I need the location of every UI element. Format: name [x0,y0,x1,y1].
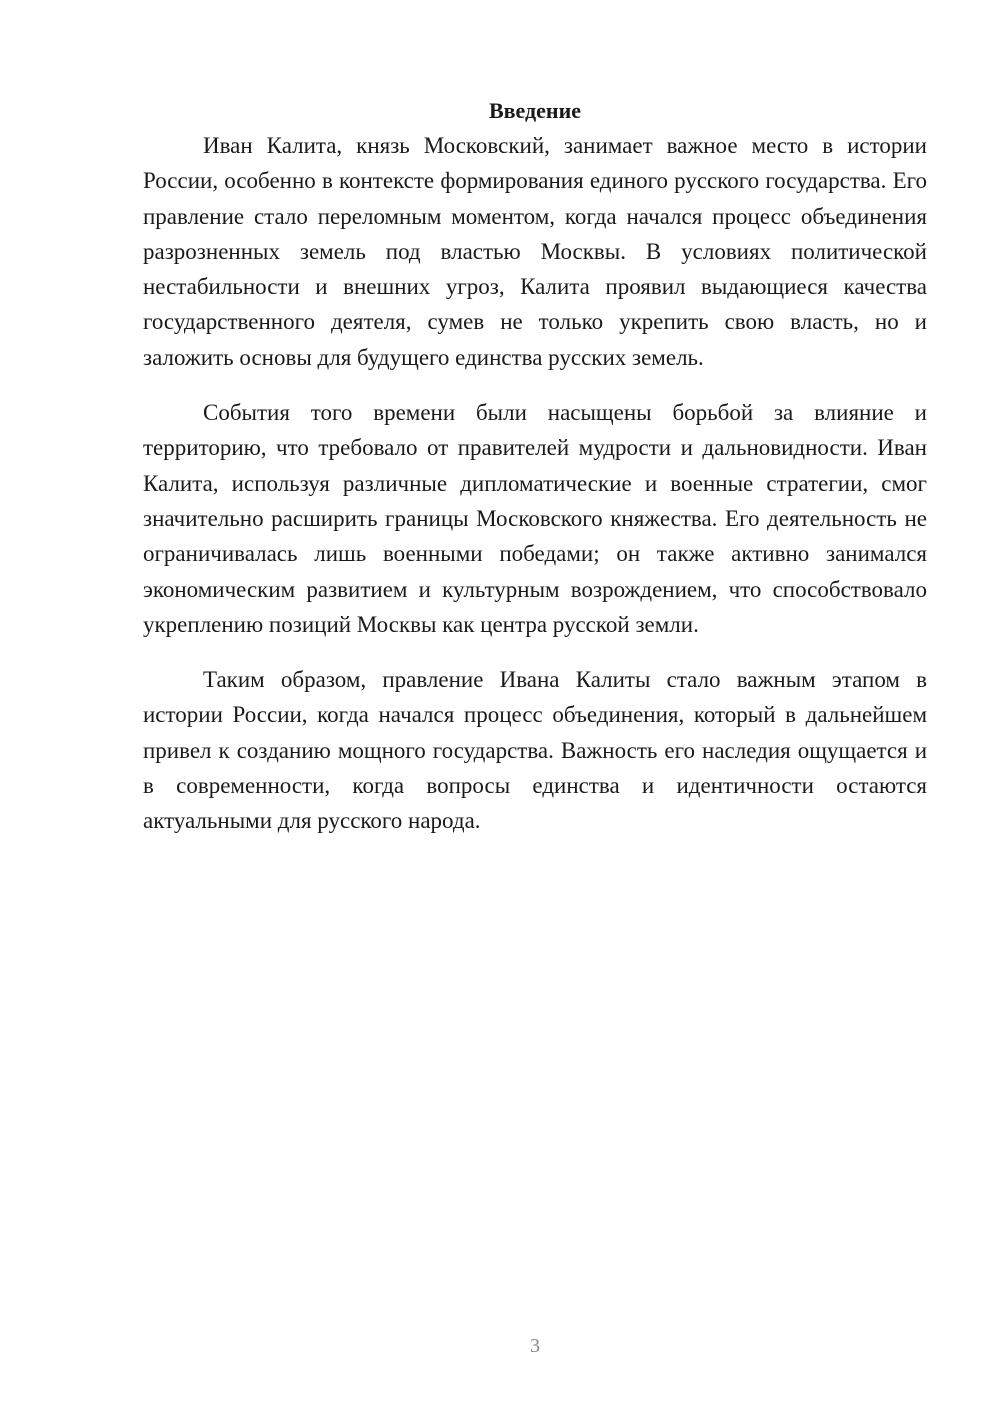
paragraph-2: События того времени были насыщены борьбой за влияние и территорию, что требовало от правителей мудрости и дальновидности. Иван Калита, используя различные дипломатические и военные стратегии, смог значительно расширить границы Московского княжества. Его деятельность не ограничивалась лишь военными победами; он также активно занимался экономическим развитием и культурным возрождением, что способствовало укреплению позиций Москвы как центра русской земли. [143,400,927,637]
paragraph-3: Таким образом, правление Ивана Калиты стало важным этапом в истории России, когда начался процесс объединения, который в дальнейшем привел к созданию мощного государства. Важность его наследия ощущается и в современности, когда вопросы единства и идентичности остаются актуальными для русского народа. [143,667,927,834]
paragraph-1: Иван Калита, князь Московский, занимает важное место в истории России, особенно в контексте формирования единого русского государства. Его правление стало переломным моментом, когда начался процесс объединения разрозненных земель под властью Москвы. В условиях политической нестабильности и внешних угроз, Калита проявил выдающиеся качества государственного деятеля, сумев не только укрепить свою власть, но и заложить основы для будущего единства русских земель. [143,133,927,370]
page-content [143,96,927,839]
page-number: 3 [530,1335,540,1357]
section-heading: Введение [488,98,582,123]
